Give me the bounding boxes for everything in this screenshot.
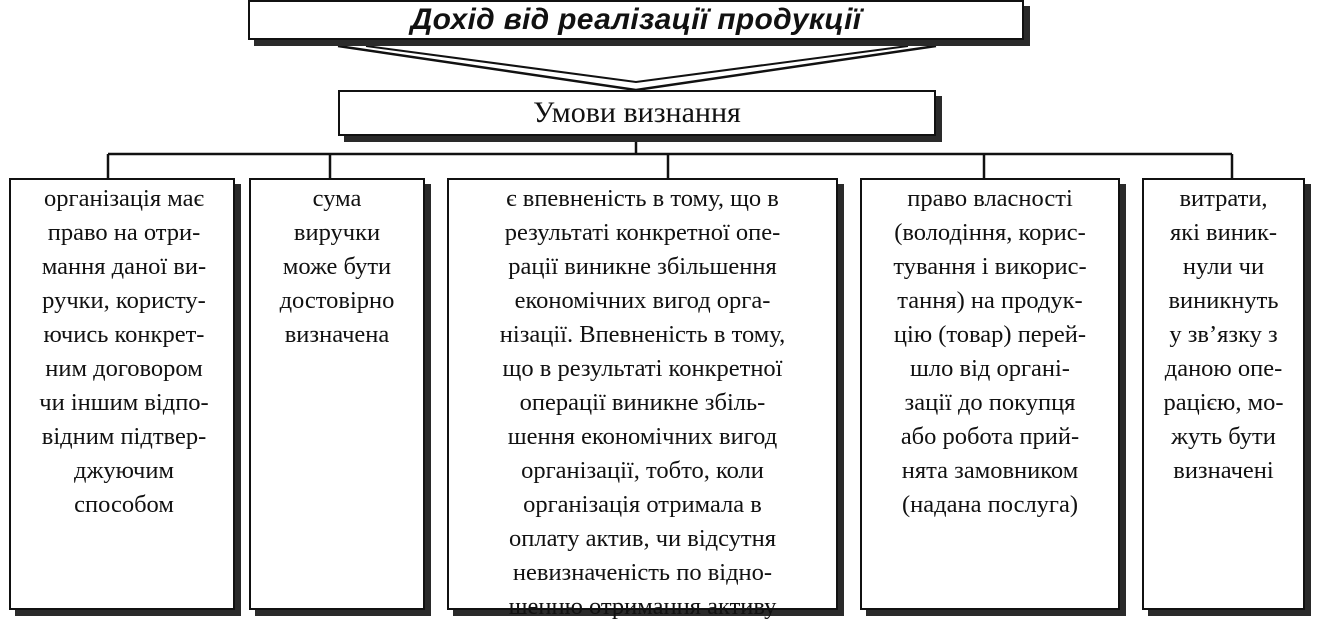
condition-line: даною опе- (1164, 355, 1283, 382)
condition-line: операції виникне збіль- (519, 389, 766, 416)
condition-line: способом (74, 491, 174, 518)
condition-line: результаті конкретної опе- (504, 219, 781, 246)
arrow-connector-inner (366, 46, 908, 82)
condition-line: шенню отримання активу (508, 593, 777, 620)
condition-line: ручки, користу- (42, 287, 206, 314)
title-box (248, 0, 1024, 40)
condition-text (11, 182, 233, 522)
condition-line: невизначеність по відно- (512, 559, 773, 586)
condition-line: жуть бути (1171, 423, 1276, 450)
condition-line: визначена (284, 321, 390, 348)
condition-line: витрати, (1179, 185, 1268, 212)
condition-line: право власності (907, 185, 1073, 212)
condition-line: мання даної ви- (41, 253, 207, 280)
condition-line: організація отримала в (523, 491, 762, 518)
condition-text (1144, 182, 1303, 488)
condition-text (449, 182, 836, 624)
condition-line: тування і викорис- (893, 253, 1087, 280)
condition-line: може бути (282, 253, 392, 280)
arrow-connector (338, 46, 936, 90)
condition-line: нята замовником (901, 457, 1079, 484)
condition-line: зації до покупця (904, 389, 1076, 416)
condition-line: організація має (44, 185, 204, 212)
conditions-header: Умови визнання (533, 96, 741, 129)
condition-box-costs-measurable (1142, 178, 1305, 610)
condition-line: є впевненість в тому, що в (506, 185, 779, 212)
condition-line: організації, тобто, коли (521, 457, 764, 484)
condition-line: цію (товар) перей- (893, 321, 1087, 348)
condition-line: шло від органі- (910, 355, 1070, 382)
conditions-header-box (338, 90, 936, 136)
condition-line: рацією, мо- (1163, 389, 1284, 416)
condition-line: ючись конкрет- (43, 321, 205, 348)
condition-text (862, 182, 1118, 522)
condition-box-right-to-revenue (9, 178, 235, 610)
condition-line: ним договором (45, 355, 203, 382)
condition-text (251, 182, 423, 352)
condition-line: які виник- (1169, 219, 1278, 246)
condition-line: рації виникне збільшення (508, 253, 777, 280)
condition-line: або робота прий- (900, 423, 1080, 450)
condition-line: у зв’язку з (1169, 321, 1278, 348)
condition-line: що в результаті конкретної (502, 355, 783, 382)
condition-line: виникнуть (1168, 287, 1279, 314)
condition-line: право на отри- (47, 219, 201, 246)
diagram-title: Дохід від реалізації продукції (410, 3, 862, 36)
condition-line: тання) на продук- (897, 287, 1083, 314)
condition-line: нізації. Впевненість в тому, (499, 321, 786, 348)
condition-line: визначені (1173, 457, 1274, 484)
condition-line: відним підтвер- (41, 423, 207, 450)
condition-line: оплату актив, чи відсутня (509, 525, 776, 552)
condition-line: сума (312, 185, 362, 212)
condition-line: шення економічних вигод (507, 423, 778, 450)
condition-line: джуючим (74, 457, 174, 484)
condition-box-ownership-transfer (860, 178, 1120, 610)
condition-line: нули чи (1182, 253, 1265, 280)
condition-line: (надана послуга) (902, 491, 1078, 518)
condition-line: економічних вигод орга- (514, 287, 771, 314)
condition-line: виручки (293, 219, 381, 246)
condition-box-economic-benefits (447, 178, 838, 620)
condition-line: (володіння, корис- (894, 219, 1086, 246)
condition-line: чи іншим відпо- (39, 389, 209, 416)
condition-box-reliable-amount (249, 178, 425, 610)
condition-line: достовірно (279, 287, 395, 314)
